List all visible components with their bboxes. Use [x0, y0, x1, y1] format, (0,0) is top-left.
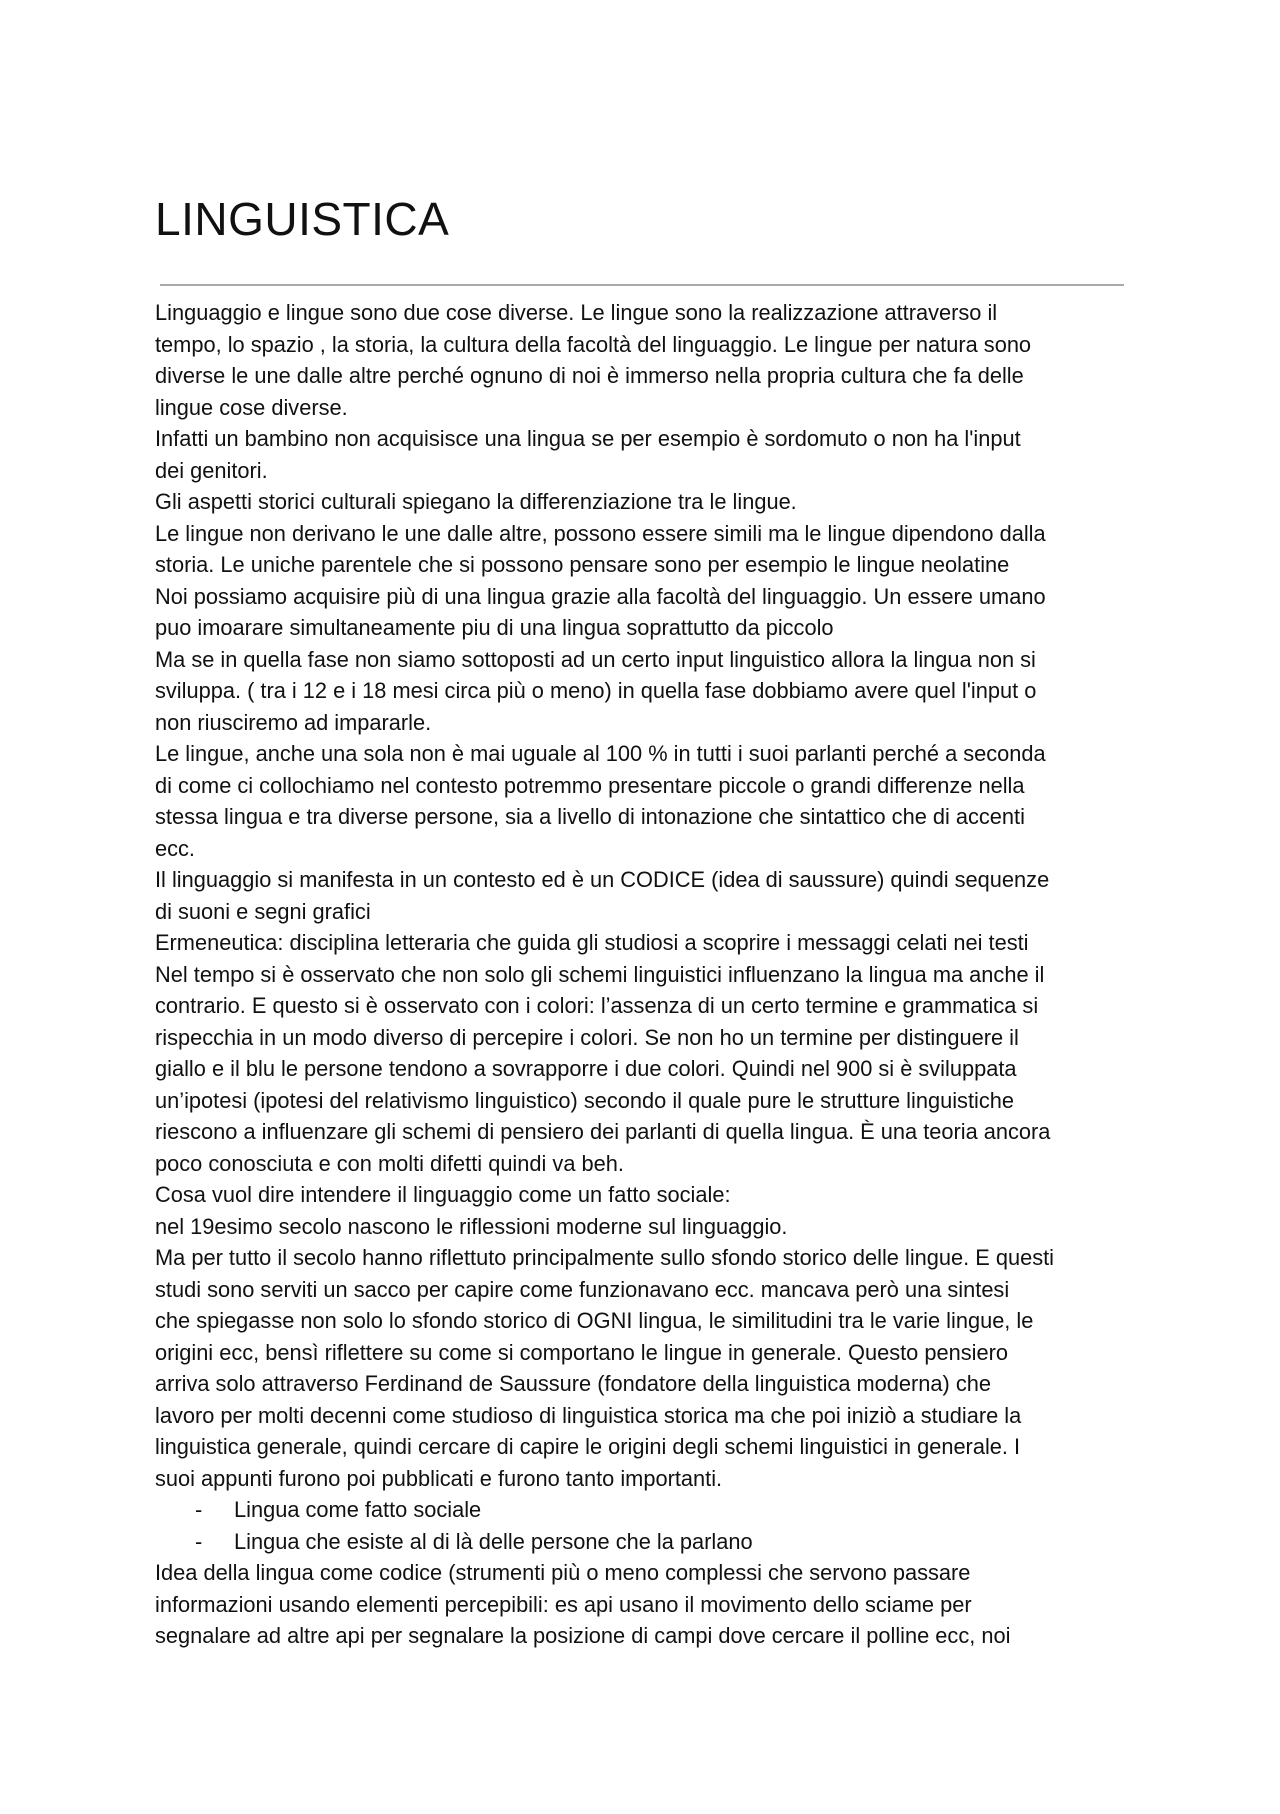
text-line: non riusciremo ad impararle.: [155, 709, 432, 735]
text-line: segnalare ad altre api per segnalare la posizione di campi dove cercare il polline ecc, noi: [155, 1623, 1011, 1648]
title-divider: [160, 284, 1124, 286]
text-line: Le lingue, anche una sola non è mai uguale al 100 % in tutti i suoi parlanti perché a seconda: [155, 741, 1046, 766]
text-line: puo imoarare simultaneamente piu di una lingua soprattutto da piccolo: [155, 615, 834, 640]
list-item-text: Lingua come fatto sociale: [234, 1497, 482, 1522]
text-line: arriva solo attraverso Ferdinand de Saussure (fondatore della linguistica moderna) che: [155, 1371, 991, 1396]
text-line: origini ecc, bensì riflettere su come si comportano le lingue in generale. Questo pensiero: [155, 1339, 1008, 1365]
text-line: informazioni usando elementi percepibili: es api usano il movimento dello sciame per: [155, 1591, 972, 1617]
text-line: Linguaggio e lingue sono due cose diverse. Le lingue sono la realizzazione attraverso il: [155, 300, 998, 325]
paragraph-block-after-list: [155, 1557, 1135, 1652]
text-line: Il linguaggio si manifesta in un contesto ed è un CODICE (idea di saussure) quindi sequenze: [155, 867, 1050, 892]
text-line: ecc.: [155, 835, 195, 861]
text-line: Le lingue non derivano le une dalle altre, possono essere simili ma le lingue dipendono dalla: [155, 520, 1046, 546]
text-line: studi sono serviti un sacco per capire come funzionavano ecc. mancava però una sintesi: [155, 1276, 1010, 1302]
text-line: Noi possiamo acquisire più di una lingua grazie alla facoltà del linguaggio. Un essere umano: [155, 583, 1046, 609]
text-line: tempo, lo spazio , la storia, la cultura della facoltà del linguaggio. Le lingue per natura sono: [155, 331, 1032, 357]
text-line: sviluppa. ( tra i 12 e i 18 mesi circa più o meno) in quella fase dobbiamo avere quel l'input o: [155, 678, 1037, 703]
text-line: contrario. E questo si è osservato con i colori: l’assenza di un certo termine e grammatica si: [155, 993, 1039, 1018]
text-line: Infatti un bambino non acquisisce una lingua se per esempio è sordomuto o non ha l'input: [155, 426, 1021, 451]
text-line: stessa lingua e tra diverse persone, sia a livello di intonazione che sintattico che di accenti: [155, 804, 1025, 829]
text-line: Idea della lingua come codice (strumenti più o meno complessi che servono passare: [155, 1560, 971, 1585]
text-line: che spiegasse non solo lo sfondo storico di OGNI lingua, le similitudini tra le varie lingue, le: [155, 1308, 1034, 1333]
bullet-list: [155, 1494, 1135, 1557]
text-line: giallo e il blu le persone tendono a sovrapporre i due colori. Quindi nel 900 si è sviluppata: [155, 1056, 1017, 1081]
text-line: poco conosciuta e con molti difetti quindi va beh.: [155, 1150, 624, 1176]
text-line: suoi appunti furono poi pubblicati e furono tanto importanti.: [155, 1465, 723, 1491]
text-line: linguistica generale, quindi cercare di capire le origini degli schemi linguistici in generale. I: [155, 1434, 1021, 1459]
list-item: [155, 1494, 1135, 1526]
text-line: riescono a influenzare gli schemi di pensiero dei parlanti di quella lingua. È una teoria ancora: [155, 1119, 1051, 1144]
text-line: diverse le une dalle altre perché ognuno di noi è immerso nella propria cultura che fa delle: [155, 363, 1024, 388]
document-body: [155, 297, 1135, 1652]
text-line: Cosa vuol dire intendere il linguaggio come un fatto sociale:: [155, 1182, 731, 1207]
text-line: un’ipotesi (ipotesi del relativismo linguistico) secondo il quale pure le strutture linguistiche: [155, 1087, 1014, 1113]
page-title: LINGUISTICA: [155, 193, 450, 245]
text-line: di suoni e segni grafici: [155, 898, 371, 924]
list-item: [155, 1526, 1135, 1558]
text-line: di come ci collochiamo nel contesto potremmo presentare piccole o grandi differenze nella: [155, 772, 1025, 798]
text-line: nel 19esimo secolo nascono le riflessioni moderne sul linguaggio.: [155, 1213, 788, 1239]
text-line: Nel tempo si è osservato che non solo gli schemi linguistici influenzano la lingua ma anche il: [155, 961, 1045, 987]
text-line: rispecchia in un modo diverso di percepire i colori. Se non ho un termine per distinguere il: [155, 1024, 1019, 1050]
paragraph-block-before-list: [155, 297, 1135, 1494]
list-marker: -: [195, 1528, 203, 1554]
text-line: Ma se in quella fase non siamo sottoposti ad un certo input linguistico allora la lingua non si: [155, 646, 1036, 672]
text-line: lingue cose diverse.: [155, 394, 348, 420]
text-line: Ermeneutica: disciplina letteraria che guida gli studiosi a scoprire i messaggi celati nei testi: [155, 930, 1029, 955]
text-line: Ma per tutto il secolo hanno riflettuto principalmente sullo sfondo storico delle lingue. E questi: [155, 1245, 1055, 1270]
text-line: dei genitori.: [155, 457, 268, 483]
list-item-text: Lingua che esiste al di là delle persone che la parlano: [234, 1528, 753, 1554]
text-line: Gli aspetti storici culturali spiegano la differenziazione tra le lingue.: [155, 489, 797, 514]
list-marker: -: [195, 1497, 203, 1522]
text-line: lavoro per molti decenni come studioso di linguistica storica ma che poi iniziò a studiare la: [155, 1402, 1022, 1428]
text-line: storia. Le uniche parentele che si possono pensare sono per esempio le lingue neolatine: [155, 552, 1010, 577]
